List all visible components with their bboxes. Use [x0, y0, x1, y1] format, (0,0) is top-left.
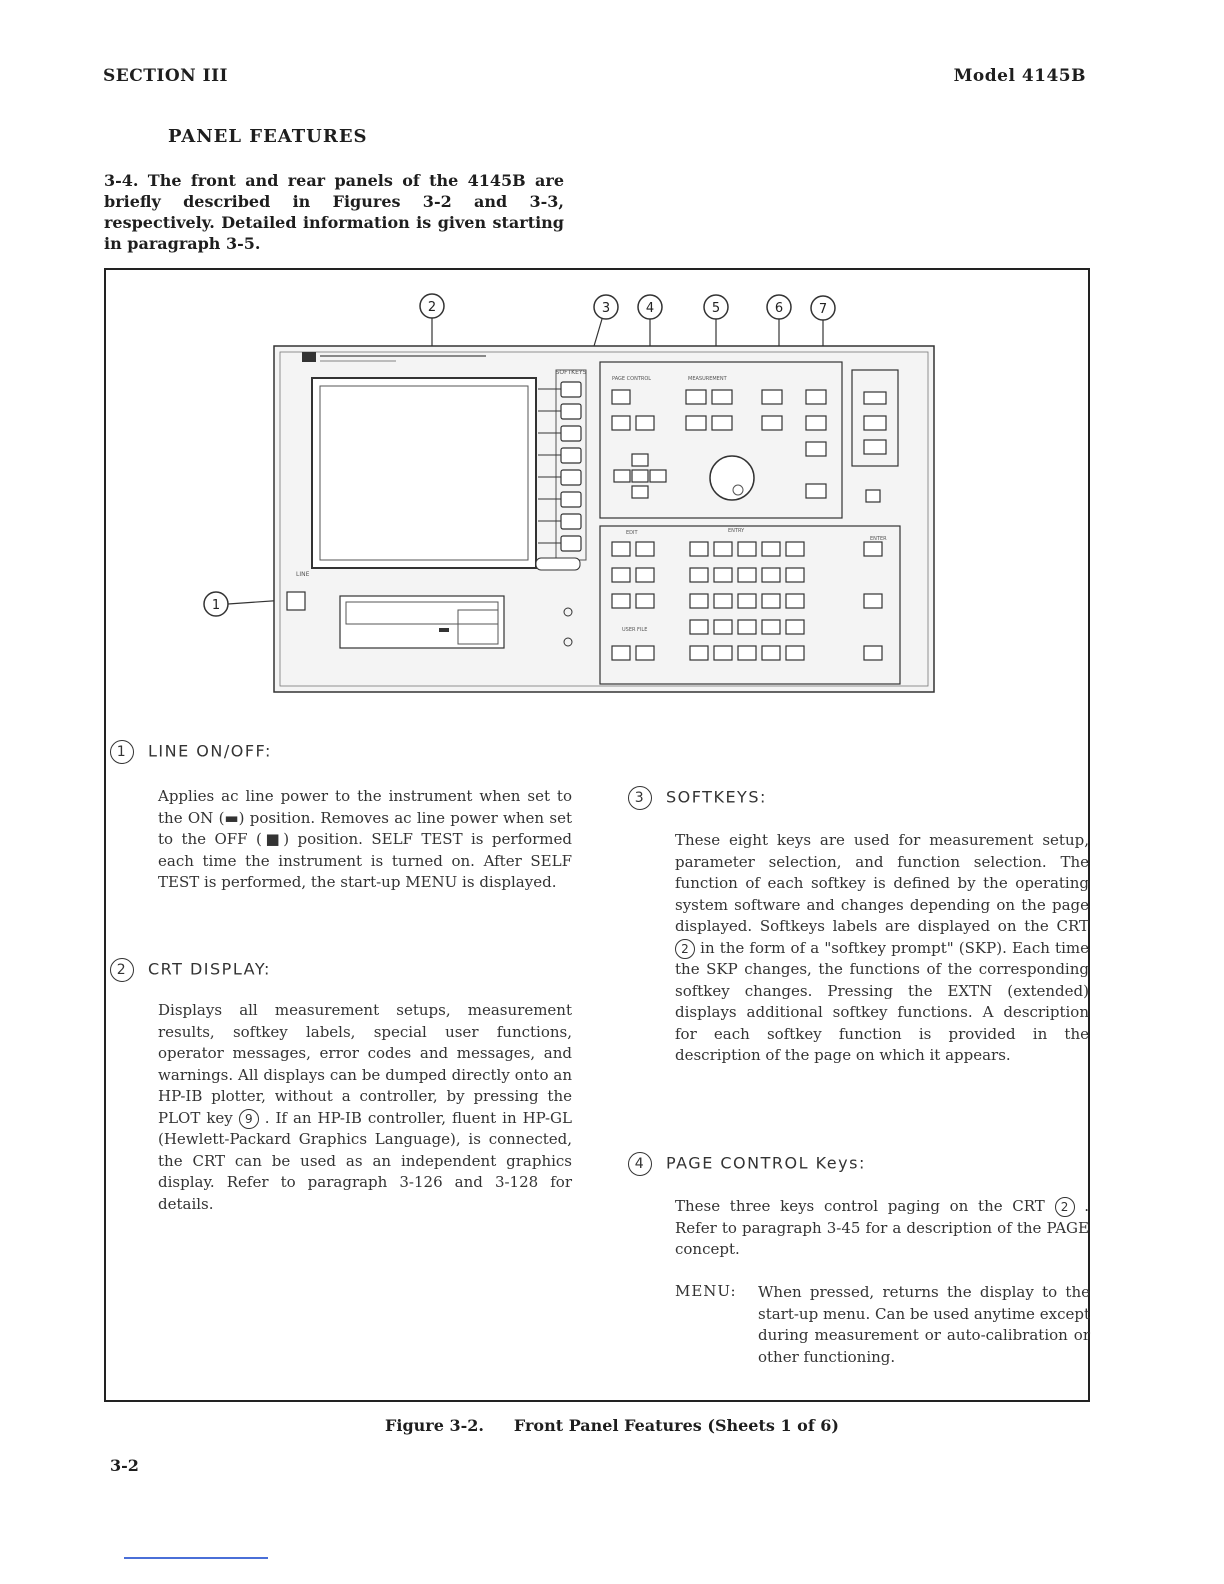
callout-3: 3 — [601, 301, 611, 316]
callout-4: 4 — [645, 301, 655, 316]
item-2-number: 2 — [110, 958, 134, 982]
item-3-body: These eight keys are used for measurement setup, parameter selection, and function selection. The function of each softkey is defined by the operating system software and changes depending on the page displayed. Softkeys labels are displayed on the CRT 2 in the form of a "softkey prompt" (SKP). Each time the SKP changes, the functions of the corresponding softkey changes. Pressing the EXTN (extended) displays additional softkey functions. A description for each softkey function is provided in the description of the page on which it appears. — [675, 831, 1089, 1064]
ref-9: 9 — [239, 1109, 259, 1129]
intro-paragraph: 3-4. The front and rear panels of the 4145B are briefly described in Figures 3-2 and 3-3, respectively. Detailed information is given starting in paragraph 3-5. — [104, 171, 564, 253]
enter-key-label: ENTER — [870, 536, 887, 542]
softkeys-panel-label: SOFTKEYS — [555, 369, 587, 376]
user-file-label: USER FILE — [622, 627, 648, 633]
callout-5: 5 — [711, 301, 721, 316]
item-4-body: These three keys control paging on the CRT 2 . Refer to paragraph 3-45 for a description of the PAGE concept. — [675, 1197, 1089, 1258]
item-4-title: 4 PAGE CONTROL Keys: — [628, 1152, 866, 1176]
callout-1: 1 — [211, 598, 221, 613]
edit-panel-label: EDIT — [626, 530, 638, 536]
item-3-title: 3 SOFTKEYS: — [628, 786, 767, 810]
item-4-number: 4 — [628, 1152, 652, 1176]
figure-frame — [104, 268, 1090, 1402]
measurement-panel-label: MEASUREMENT — [688, 376, 727, 382]
section-title: PANEL FEATURES — [168, 126, 368, 147]
callout-2: 2 — [427, 300, 437, 315]
entry-panel-label: ENTRY — [728, 528, 745, 534]
model-header: Model 4145B — [953, 66, 1086, 86]
callout-6: 6 — [774, 301, 784, 316]
item-1-title: 1 LINE ON/OFF: — [110, 740, 272, 764]
page-control-panel-label: PAGE CONTROL — [612, 376, 652, 382]
ref-2: 2 — [675, 939, 695, 959]
menu-key-label: MENU: — [675, 1282, 737, 1300]
item-1-number: 1 — [110, 740, 134, 764]
ref-2b: 2 — [1055, 1197, 1075, 1217]
front-panel-illustration — [106, 270, 1088, 710]
item-3-number: 3 — [628, 786, 652, 810]
line-switch-label: LINE — [296, 571, 310, 578]
item-2-title: 2 CRT DISPLAY: — [110, 958, 271, 982]
menu-key-description: When pressed, returns the display to the start-up menu. Can be used anytime except during measurement or auto-calibration or other functioning. — [758, 1283, 1090, 1366]
item-2-body: Displays all measurement setups, measurement results, softkey labels, special user functions, operator messages, error codes and messages, and warnings. All displays can be dumped directly onto an HP-IB plotter, without a controller, by pressing the PLOT key 9 . If an HP-IB controller, fluent in HP-GL (Hewlett-Packard Graphics Language), is connected, the CRT can be used as an independent graphics display. Refer to paragraph 3-126 and 3-128 for details. — [158, 1001, 572, 1213]
callout-7: 7 — [818, 302, 828, 317]
figure-caption: Figure 3-2. Front Panel Features (Sheets 1 of 6) — [385, 1416, 839, 1435]
item-1-body: Applies ac line power to the instrument when set to the ON (▬) position. Removes ac line power when set to the OFF (■) position. SELF TEST is performed each time the instrument is turned on. After SELF TEST is performed, the start-up MENU is displayed. — [158, 787, 572, 891]
page-number: 3-2 — [110, 1456, 139, 1475]
section-header: SECTION III — [103, 66, 228, 86]
footer-rule — [124, 1557, 268, 1559]
